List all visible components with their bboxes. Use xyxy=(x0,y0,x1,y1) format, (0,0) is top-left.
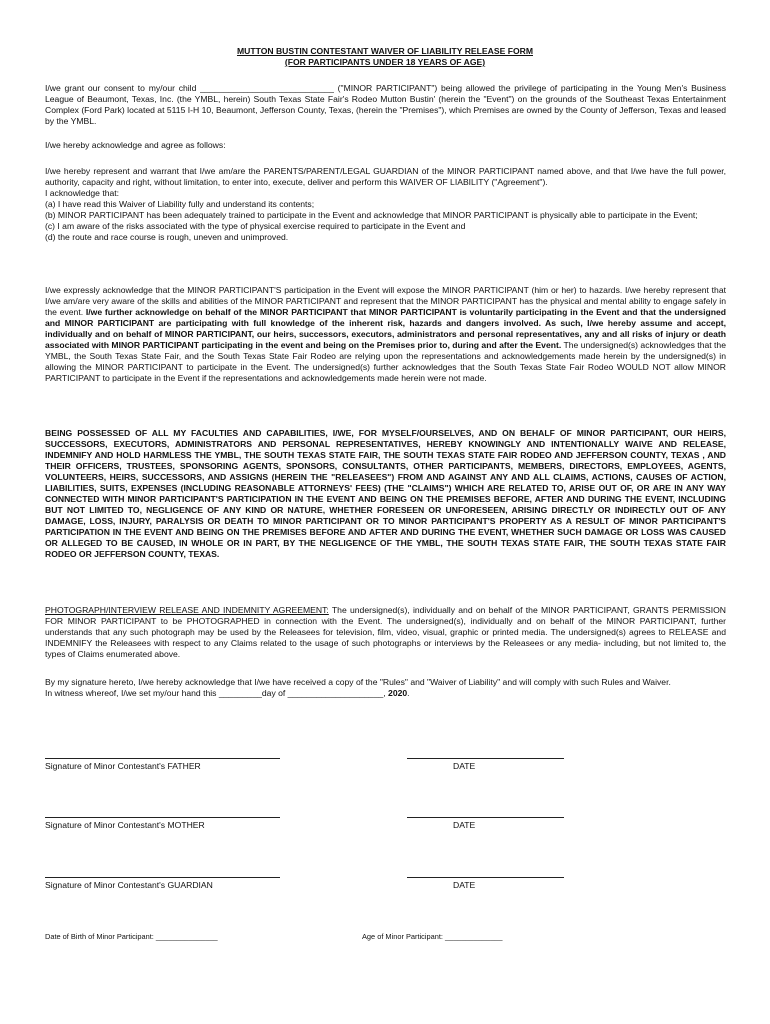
mother-date-label: DATE xyxy=(453,820,476,830)
signature-acknowledgement: By my signature hereto, I/we hereby acknowledge that I/we have received a copy of the "Rules" and "Waiver of Liability" and will comply with such Rules and Waiver. xyxy=(45,677,671,687)
witness-year: 2020 xyxy=(388,688,408,698)
photo-release-paragraph xyxy=(45,605,726,660)
acknowledge-paragraph: I/we hereby acknowledge and agree as follows: xyxy=(45,140,226,150)
risk-text-1: I/we expressly acknowledge that the MINOR PARTICIPANT'S participation in the Event will expose the MINOR PARTICIPANT (him or her) to hazards. I/we hereby represent that I/we am/are very aware of the skills and abilities of the MINOR PARTICIPANT and represent that the MINOR PARTICIPANT has the physical and mental ability to engage safely in the event. xyxy=(45,285,726,317)
risk-text-bold: I/we further acknowledge on behalf of the MINOR PARTICIPANT that MINOR PARTICIPANT is voluntarily participating in the Event and that the undersigned and MINOR PARTICIPANT are participating with full knowledge of the inherent risk, hazards and dangers involved. As such, I/we hereby assume and accept, individually and on behalf of MINOR PARTICIPANT, our heirs, successors, executors, administrators and personal representatives, any and all risks of injury or death associated with MINOR PARTICIPANT participating in the event and being on the Premises prior to, during and after the Event. xyxy=(45,307,726,350)
photo-release-heading: PHOTOGRAPH/INTERVIEW RELEASE AND INDEMNITY AGREEMENT: xyxy=(45,605,329,615)
dob-field[interactable]: Date of Birth of Minor Participant: _______________ xyxy=(45,932,218,941)
representation-paragraph xyxy=(45,166,726,243)
risk-text-2: The undersigned(s) acknowledges that the YMBL, the South Texas State Fair, and the South Texas State Fair Rodeo are relying upon the representations and acknowledgements made herein by the undersigned(s) in allowing the MINOR PARTICIPANT to participate in the Event. The undersigned(s) further acknowledges that the South Texas State Fair Rodeo WOULD NOT allow MINOR PARTICIPANT to participate in the Event if the representations and acknowledgements made herein were not made. xyxy=(45,340,726,383)
guardian-date-line[interactable] xyxy=(407,877,564,878)
witness-line: In witness whereof, I/we set my/our hand this _________day of ____________________, 2020. xyxy=(45,688,410,698)
age-field[interactable]: Age of Minor Participant: ______________ xyxy=(362,932,503,941)
father-date-label: DATE xyxy=(453,761,476,771)
guardian-signature-label: Signature of Minor Contestant's GUARDIAN xyxy=(45,880,213,890)
guardian-signature-line[interactable] xyxy=(45,877,280,878)
mother-signature-line[interactable] xyxy=(45,817,280,818)
form-subtitle: (FOR PARTICIPANTS UNDER 18 YEARS OF AGE) xyxy=(284,57,486,67)
form-title: MUTTON BUSTIN CONTESTANT WAIVER OF LIABILITY RELEASE FORM xyxy=(236,46,533,56)
signature-intro-paragraph xyxy=(45,677,726,699)
mother-date-line[interactable] xyxy=(407,817,564,818)
consent-paragraph: I/we grant our consent to my/our child ____________________________ ("MINOR PARTICIPANT") being allowed the privilege of participating in the Young Men's Business League of Beaumont, Texas, Inc. (the YMBL, herein) South Texas State Fair's Rodeo Mutton Bustin' (herein the "Event") on the grounds of the Southeast Texas Entertainment Complex (Ford Park) located at 5115 I-H 10, Beaumont, Jefferson County, Texas, (herein the "Premises"), which Premises are owned by the County of Jefferson, Texas and leased by the YMBL. xyxy=(45,83,726,126)
ack-item-b: (b) MINOR PARTICIPANT has been adequately trained to participate in the Event and acknowledge that MINOR PARTICIPANT is physically able to participate in the Event; xyxy=(45,210,698,220)
father-signature-line[interactable] xyxy=(45,758,280,759)
ack-item-d: (d) the route and race course is rough, uneven and unimproved. xyxy=(45,232,289,242)
release-paragraph: BEING POSSESSED OF ALL MY FACULTIES AND CAPABILITIES, I/WE, FOR MYSELF/OURSELVES, AND ON BEHALF OF MINOR PARTICIPANT, OUR HEIRS, SUCCESSORS, EXECUTORS, ADMINISTRATORS AND PERSONAL REPRESENTATIVES, HEREBY KNOWINGLY AND INTENTIONALLY WAIVE AND RELEASE, INDEMNIFY AND HOLD HARMLESS THE YMBL, THE SOUTH TEXAS STATE FAIR, THE SOUTH TEXAS STATE FAIR RODEO AND JEFFERSON COUNTY, TEXAS , AND THEIR OFFICERS, TRUSTEES, SPONSORING AGENTS, SPONSORS, CONSULTANTS, OTHER PARTICIPANTS, MEMBERS, DIRECTORS, EMPLOYEES, AGENTS, VOLUNTEERS, HEIRS, SUCCESSORS, AND ASSIGNS (HEREIN THE "RELEASEES") FROM AND AGAINST ANY AND ALL CLAIMS, ACTIONS, CAUSES OF ACTION, LIABILITIES, SUITS, EXPENSES (INCLUDING REASONABLE ATTORNEYS' FEES) (THE "CLAIMS") WHICH ARE RELATED TO, ARISE OUT OF, OR ARE IN ANY WAY CONNECTED WITH MINOR PARTICIPANT'S PARTICIPATION IN THE EVENT AND BEING ON THE PREMISES BEFORE, AFTER AND DURING THE EVENT, INCLUDING BUT NOT LIMITED TO, NEGLIGENCE OF ANY KIND OR NATURE, WHETHER FORESEEN OR UNFORESEEN, ARISING DIRECTLY OR INDIRECTLY OUT OF ANY DAMAGE, LOSS, INJURY, PARALYSIS OR DEATH TO MINOR PARTICIPANT OR TO MINOR PARTICIPANT'S PROPERTY AS A RESULT OF MINOR PARTICIPANT'S PARTICIPATION IN THE EVENT AND BEING ON THE PREMISES BEFORE AND AFTER AND DURING THE EVENT, WHETHER SUCH DAMAGE OR LOSS WAS CAUSED OR ALLEGED TO BE CAUSED, IN WHOLE OR IN PART, BY THE NEGLIGENCE OF THE YMBL, THE SOUTH TEXAS STATE FAIR, THE SOUTH TEXAS STATE FAIR RODEO OR JEFFERSON COUNTY, TEXAS. xyxy=(45,428,726,559)
risk-paragraph xyxy=(45,285,726,384)
acknowledge-that: I acknowledge that: xyxy=(45,188,120,198)
representation-intro: I/we hereby represent and warrant that I/we am/are the PARENTS/PARENT/LEGAL GUARDIAN of the MINOR PARTICIPANT named above, and that I/we have the full power, authority, capacity and right, without limitation, to enter into, execute, deliver and perform this WAIVER OF LIABILITY ("Agreement"). xyxy=(45,166,726,187)
ack-item-c: (c) I am aware of the risks associated with the type of physical exercise required to participate in the Event and xyxy=(45,221,466,231)
guardian-date-label: DATE xyxy=(453,880,476,890)
ack-item-a: (a) I have read this Waiver of Liability fully and understand its contents; xyxy=(45,199,315,209)
father-signature-label: Signature of Minor Contestant's FATHER xyxy=(45,761,201,771)
photo-release-body: The undersigned(s), individually and on behalf of the MINOR PARTICIPANT, GRANTS PERMISSION FOR MINOR PARTICIPANT to be PHOTOGRAPHED in connection with the Event. The undersigned(s), individually and on behalf of the MINOR PARTICIPANT, further understands that any such photograph may be used by the Releasees for television, film, video, visual, graphic or printed media. The undersigned(s) agrees to RELEASE and INDEMNIFY the Releasees with respect to any Claims related to the usage of such photographs or interviews by the Releasees or any media- including, but not limited to, the types of Claims enumerated above. xyxy=(45,605,727,659)
mother-signature-label: Signature of Minor Contestant's MOTHER xyxy=(45,820,205,830)
father-date-line[interactable] xyxy=(407,758,564,759)
